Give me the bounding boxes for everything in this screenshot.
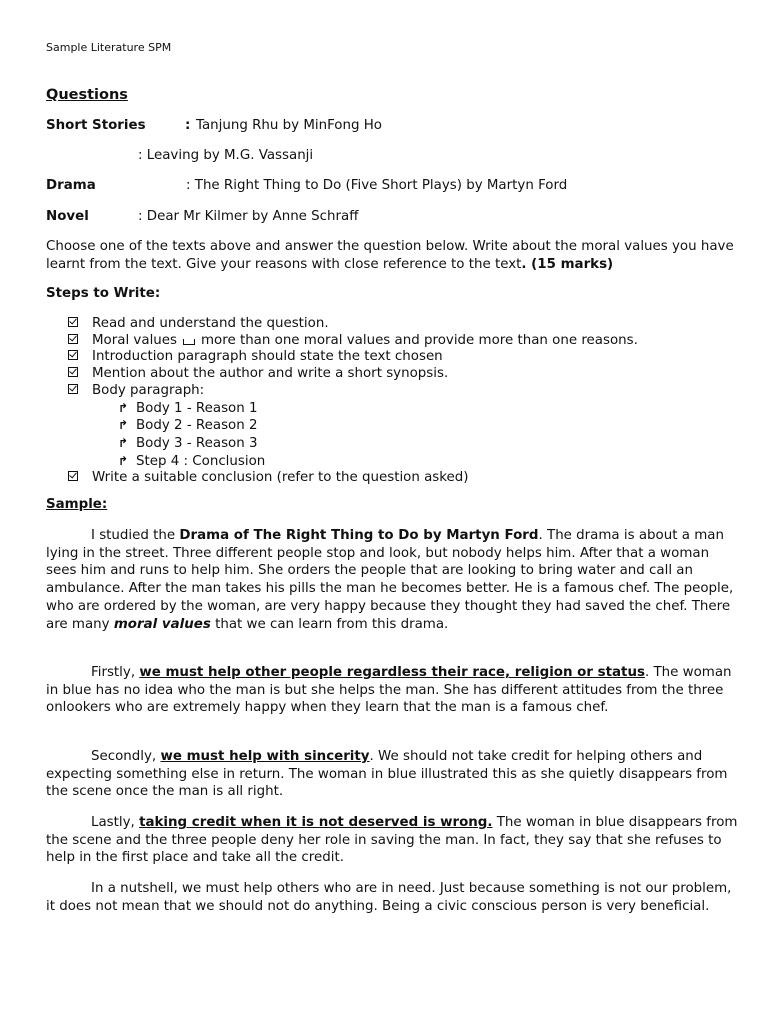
step-text: Introduction paragraph should state the text chosen [92,349,443,365]
sub-step-text: Step 4 : Conclusion [136,453,266,469]
step-text: Write a suitable conclusion (refer to the question asked) [92,470,469,486]
sample-paragraph-2 [46,664,738,717]
questions-heading: Questions [46,87,128,103]
list-item [68,366,638,383]
para-text: . The woman in blue has no idea who the man is but she helps the man. She has different attitudes from the three onlookers who are extremely happy when they learn that the man is a famous chef. [46,665,732,716]
list-item [68,333,638,350]
curved-arrow-icon: ↱ [118,400,129,415]
curved-arrow-icon: ↱ [118,453,129,468]
list-item [68,349,638,366]
steps-list [68,316,638,487]
short-stories-colon: : [185,118,191,133]
para-text: . The drama is about a man lying in the street. Three different people stop and look, but nobody helps him. After that a woman sees him and runs to help him. She orders the people that are looking to bring water and call an ambulance. After the man takes his pills the man he becomes better. He is a famous chef. The people, who are ordered by the woman, are very happy because they thought they had saved the chef. There are many [46,528,734,632]
drama-text: : The Right Thing to Do (Five Short Plays) by Martyn Ford [186,178,568,193]
sub-step-text: Body 1 - Reason 1 [136,400,258,416]
para-text: . We should not take credit for helping others and expecting something else in return. The woman in blue illustrated this as she quietly disappears from the scene once the man is all right. [46,749,728,800]
curved-arrow-icon: ↱ [118,435,129,450]
step-text: Body paragraph: [92,382,205,398]
para-text: Lastly, [91,815,140,830]
sample-heading: Sample: [46,497,108,512]
novel-label: Novel [46,209,89,224]
para-text: Secondly, [91,749,161,764]
moral-value-1: we must help other people regardless their race, religion or status [139,665,645,680]
sub-list-item [68,400,638,418]
novel-row [46,209,359,224]
sample-paragraph-5 [46,880,738,915]
sample-paragraph-3 [46,748,738,801]
para-text: The woman in blue disappears from the scene and the three people deny her role in saving the man. In fact, they say that she refuses to help in the first place and take all the credit. [46,815,738,866]
short-stories-label: Short Stories [46,118,146,133]
sample-paragraph-1 [46,527,738,633]
list-item [68,383,638,400]
sub-step-text: Body 3 - Reason 3 [136,435,258,451]
instruction-paragraph [46,238,736,273]
sub-list-item [68,435,638,453]
sample-paragraph-4 [46,814,738,867]
novel-text: : Dear Mr Kilmer by Anne Schraff [138,209,359,224]
checked-box-icon [68,367,78,377]
steps-heading: Steps to Write: [46,286,161,301]
step-text: more than one moral values and provide more than one reasons. [201,332,638,348]
sub-list-item [68,453,638,471]
list-item [68,316,638,333]
step-text: Mention about the author and write a short synopsis. [92,366,449,382]
drama-row [46,178,568,193]
short-story-1: Tanjung Rhu by MinFong Ho [196,118,383,133]
para-text: In a nutshell, we must help others who are in need. Just because something is not our problem, it does not mean that we should not do anything. Being a civic conscious person is very beneficial. [46,881,732,914]
list-item [68,470,638,487]
text-title-bold: Drama of The Right Thing to Do by Martyn Ford [179,528,539,543]
sub-step-text: Body 2 - Reason 2 [136,418,258,434]
short-stories-row [46,118,383,133]
para-text: I studied the [91,528,180,543]
moral-values-emphasis: moral values [113,616,211,632]
para-text: that we can learn from this drama. [210,616,449,632]
curved-arrow-icon: ↱ [118,418,129,433]
instruction-text: Choose one of the texts above and answer the question below. Write about the moral values you have learnt from the text. Give your reasons with close reference to the text [46,239,734,272]
moral-value-3: taking credit when it is not deserved is wrong. [139,815,493,830]
page-header: Sample Literature SPM [46,41,172,54]
step-text: Read and understand the question. [92,316,329,331]
sub-list-item [68,417,638,435]
short-story-2: : Leaving by M.G. Vassanji [138,148,314,163]
checked-box-icon [68,350,78,360]
moral-value-2: we must help with sincerity [160,749,370,764]
placeholder-glyph-icon [183,339,195,345]
checked-box-icon [68,317,78,327]
checked-box-icon [68,471,78,481]
para-text: Firstly, [91,665,140,680]
checked-box-icon [68,334,78,344]
checked-box-icon [68,384,78,394]
step-text: Moral values [92,332,177,348]
marks-label: . (15 marks) [521,256,614,272]
drama-label: Drama [46,178,96,193]
